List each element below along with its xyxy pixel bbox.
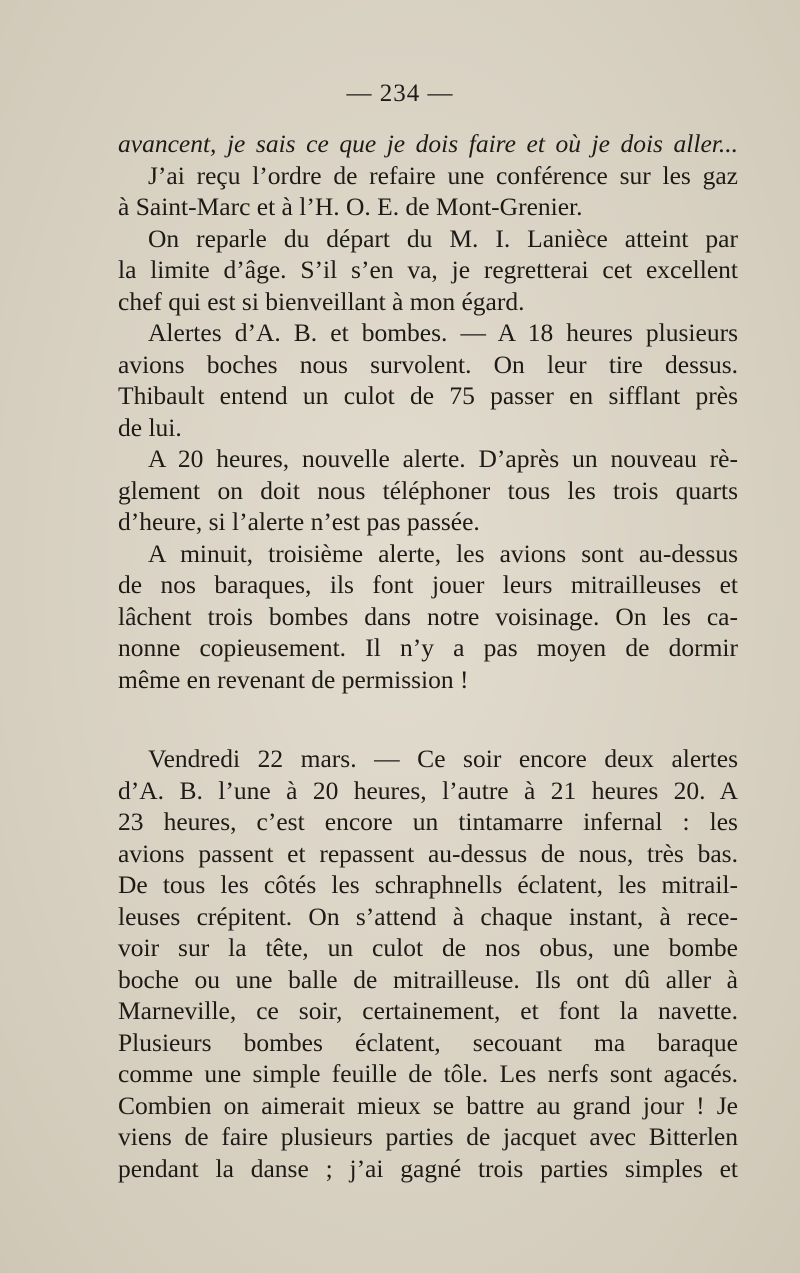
text-line: avancent, je sais ce que je dois faire et où je dois aller...: [118, 129, 738, 158]
text-line: Thibault entend un culot de 75 passer en sifflant près: [118, 381, 738, 410]
text-line: viens de faire plusieurs parties de jacquet avec Bitterlen: [118, 1122, 738, 1151]
text-line: la limite d’âge. S’il s’en va, je regretterai cet excellent: [118, 255, 738, 284]
text-line: A minuit, troisième alerte, les avions sont au-dessus: [148, 538, 738, 568]
text-line: leuses crépitent. On s’attend à chaque instant, à rece-: [118, 901, 738, 931]
text-line: nonne copieusement. Il n’y a pas moyen de dormir: [118, 633, 738, 662]
text-line: Plusieurs bombes éclatent, secouant ma baraque: [118, 1027, 738, 1057]
page-number: — 234 —: [346, 80, 454, 107]
text-line: Marneville, ce soir, certainement, et font la navette.: [118, 996, 738, 1025]
text-line: d’A. B. l’une à 20 heures, l’autre à 21 heures 20. A: [118, 775, 738, 805]
text-line: de lui.: [118, 412, 182, 442]
text-line: Alertes d’A. B. et bombes. — A 18 heures plusieurs: [148, 318, 738, 347]
text-line: De tous les côtés les schraphnells éclatent, les mitrail-: [118, 870, 738, 899]
section-gap: [118, 695, 738, 743]
text-line: 23 heures, c’est encore un tintamarre infernal : les: [118, 807, 738, 836]
text-line: même en revenant de permission !: [118, 664, 469, 694]
text-line: J’ai reçu l’ordre de refaire une conférence sur les gaz: [148, 160, 738, 190]
text-line: voir sur la tête, un culot de nos obus, une bombe: [118, 933, 738, 962]
text-line: lâchent trois bombes dans notre voisinage. On les ca-: [118, 601, 738, 631]
text-line: Combien on aimerait mieux se battre au grand jour ! Je: [118, 1090, 738, 1120]
text-line: d’heure, si l’alerte n’est pas passée.: [118, 507, 480, 536]
body-text: [118, 128, 738, 1184]
text-line: chef qui est si bienveillant à mon égard.: [118, 286, 525, 316]
text-line: boche ou une balle de mitrailleuse. Ils ont dû aller à: [118, 964, 738, 994]
text-line: de nos baraques, ils font jouer leurs mitrailleuses et: [118, 570, 738, 599]
text-line: Vendredi 22 mars. — Ce soir encore deux alertes: [148, 744, 738, 773]
text-line: glement on doit nous téléphoner tous les trois quarts: [118, 475, 738, 505]
text-line: à Saint-Marc et à l’H. O. E. de Mont-Grenier.: [118, 192, 583, 221]
text-line: On reparle du départ du M. I. Lanièce atteint par: [148, 223, 738, 253]
text-line: avions passent et repassent au-dessus de nous, très bas.: [118, 838, 738, 868]
text-line: A 20 heures, nouvelle alerte. D’après un nouveau rè-: [148, 444, 738, 473]
text-line: pendant la danse ; j’ai gagné trois parties simples et: [118, 1153, 738, 1183]
text-line: comme une simple feuille de tôle. Les nerfs sont agacés.: [118, 1059, 738, 1088]
text-line: avions boches nous survolent. On leur tire dessus.: [118, 349, 738, 379]
